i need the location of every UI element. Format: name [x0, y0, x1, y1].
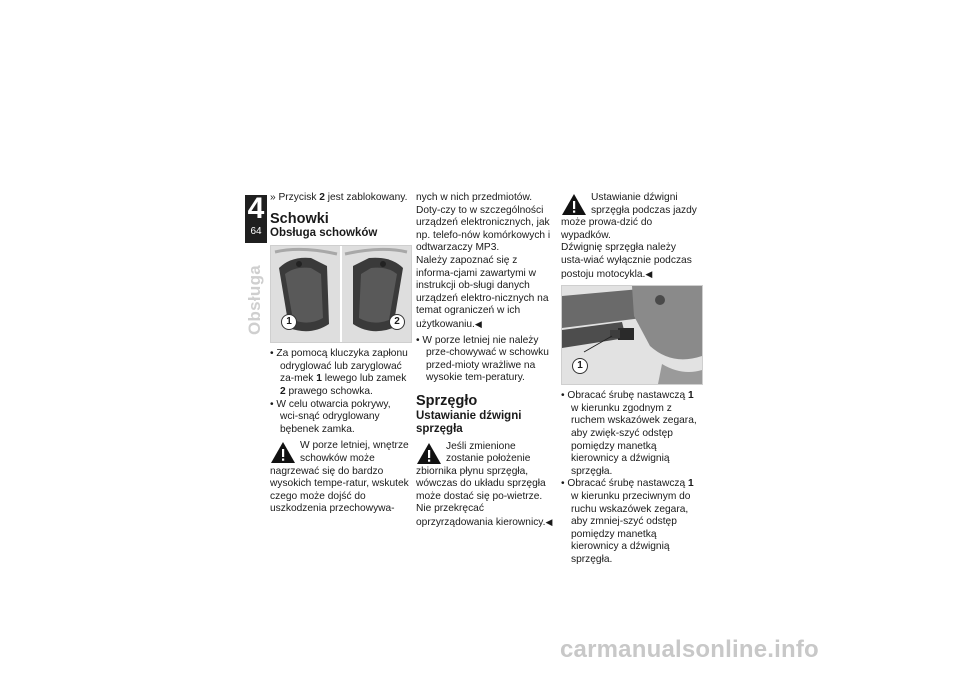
- storage-compartments-photo: [270, 245, 412, 343]
- note-manufacturer-info: Należy zapoznać się z informa-cjami zawartymi w instrukcji ob-sługi danych urządzeń elektro-nicznych na temat ograniczeń w ich użytkowaniu.◀: [416, 254, 549, 330]
- page-number: 64: [250, 226, 262, 237]
- bullet-clockwise: • Obracać śrubę nastawczą 1 w kierunku zgodnym z ruchem wskazówek zegara, aby zwięk-szyć odstęp pomiędzy manetką kierownicy a dźwignią sprzęgła.: [561, 390, 701, 478]
- chapter-number: 4: [247, 192, 265, 225]
- bullet-counterclockwise: • Obracać śrubę nastawczą 1 w kierunku przeciwnym do ruchu wskazówek zegara, aby zmniej-szyć odstęp pomiędzy manetką kierownicy a dźwignią sprzęgła.: [561, 478, 701, 566]
- warning-adjust-while-riding: Ustawianie dźwigni sprzęgła podczas jazdy może prowa-dzić do wypadków.: [561, 192, 697, 241]
- bullet-heat-sensitive: • W porze letniej nie należy prze-chowywać w schowku przed-mioty wrażliwe na wysokie tem-peratury.: [416, 335, 556, 385]
- section-heading-sprzeglo: Sprzęgło: [416, 392, 478, 409]
- photo-label-1: 1: [281, 314, 297, 330]
- warning-triangle-icon: [561, 193, 587, 216]
- note-adjust-when-stopped: Dźwignię sprzęgła należy usta-wiać wyłącznie podczas postoju motocykla.◀: [561, 242, 692, 280]
- column-1: [270, 192, 410, 516]
- section-side-label: Obsługa: [245, 264, 264, 336]
- photo-label-2: 2: [389, 314, 405, 330]
- warning-continuation: nych w nich przedmiotów. Doty-czy to w szczególności urządzeń elektronicznych, jak np. telefo-nów komórkowych i odtwarzaczy MP3.: [416, 192, 551, 254]
- watermark: carmanualsonline.info: [560, 636, 819, 663]
- section-heading-schowki: Schowki: [270, 210, 329, 227]
- photo-label-adjuster: 1: [572, 358, 588, 374]
- note-do-not-rotate: Nie przekręcać oprzyrządowania kierownicy.◀: [416, 503, 553, 529]
- subheading-obsluga-schowkow: Obsługa schowków: [270, 227, 378, 240]
- subheading-clutch-lever: Ustawianie dźwigni sprzęgła: [416, 409, 522, 435]
- bullet-lock-unlock: • Za pomocą kluczyka zapłonu odryglować lub zaryglować za-mek 1 lewego lub zamek 2 prawego schowka.: [270, 348, 410, 398]
- bullet-open-cover: • W celu otwarcia pokrywy, wci-snąć odryglowany bębenek zamka.: [270, 399, 410, 437]
- warning-triangle-icon: [416, 442, 442, 465]
- column-2: [416, 192, 556, 530]
- clutch-lever-photo: [561, 285, 703, 385]
- warning-triangle-icon: [270, 441, 296, 464]
- column-3: [561, 192, 701, 566]
- warning-clutch-reservoir: Jeśli zmienione zostanie położenie zbiornika płynu sprzęgła, wówczas do układu sprzęgła może dostać się po-wietrze.: [416, 440, 546, 502]
- intro-line: » Przycisk 2 jest zablokowany.: [270, 192, 408, 203]
- warning-heat: W porze letniej, wnętrze schowków może nagrzewać się do bardzo wysokich tempe-ratur, wskutek czego może dojść do uszkodzenia przechowywa-: [270, 440, 409, 515]
